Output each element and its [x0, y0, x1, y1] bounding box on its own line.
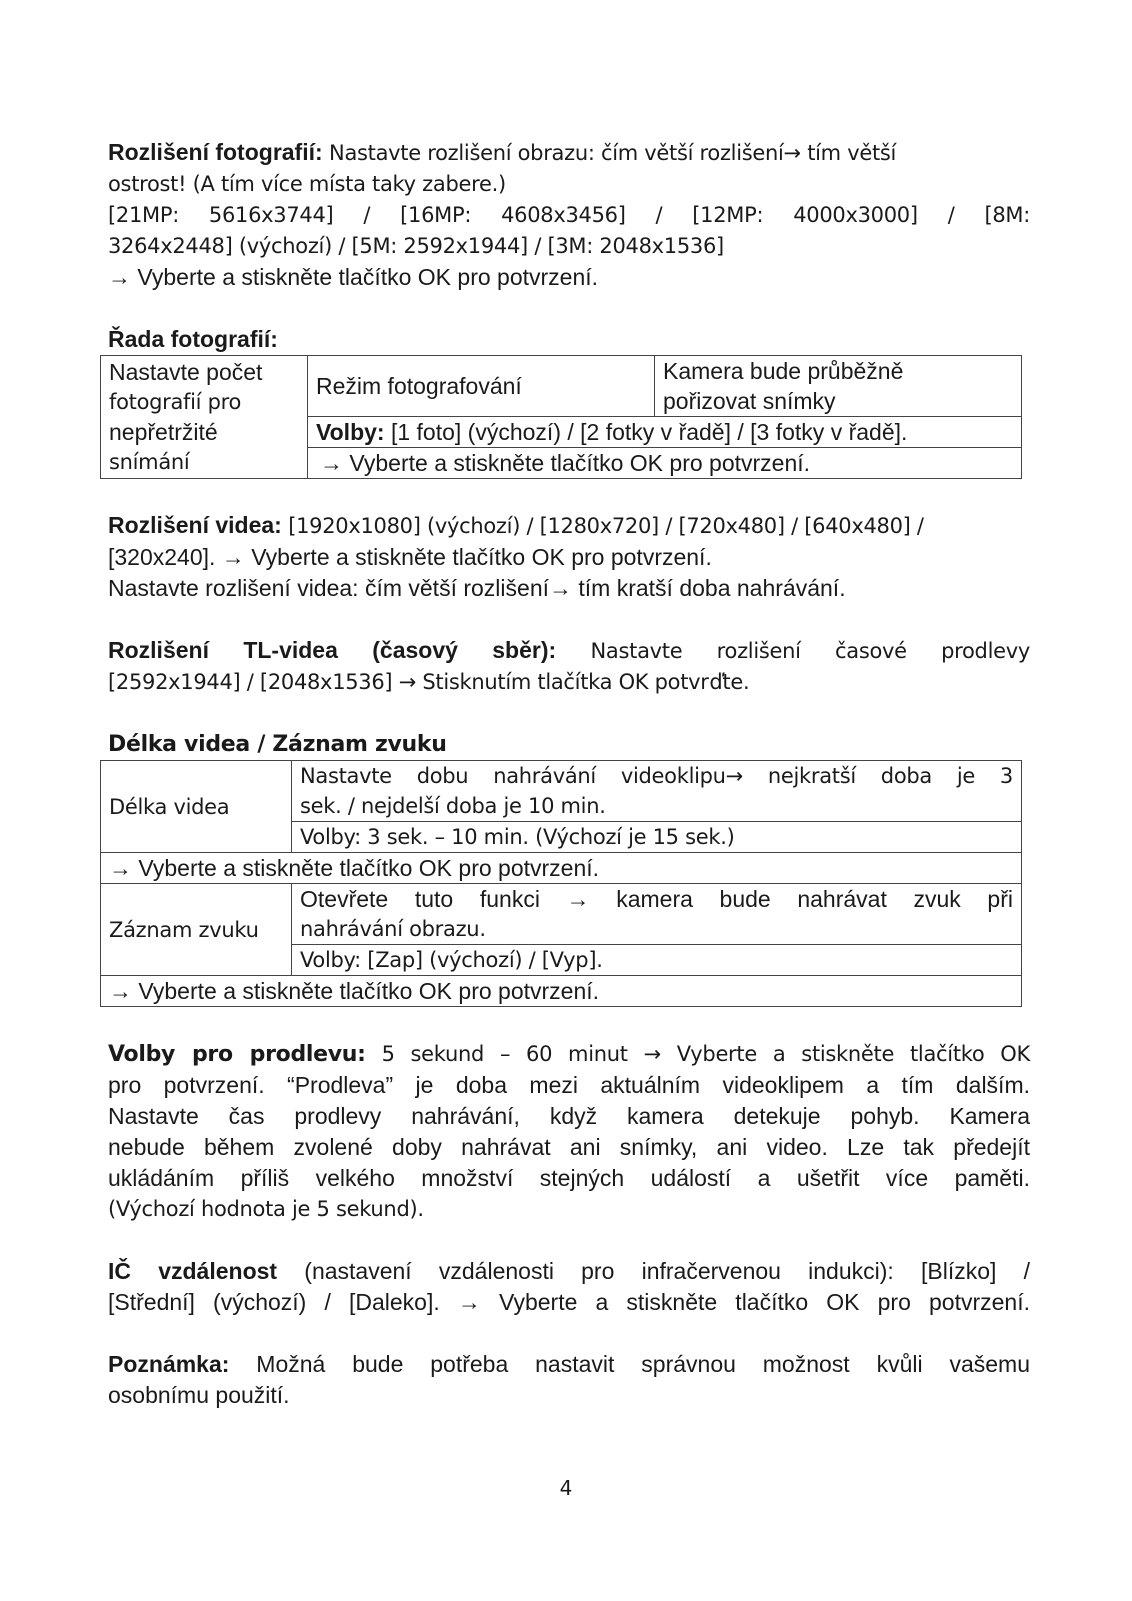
photo-resolution-confirm: → Vyberte a stiskněte tlačítko OK pro potvrzení. [108, 264, 599, 290]
video-resolution-label: Rozlišení videa: [108, 512, 282, 538]
video-resolution-options: [1920x1080] (výchozí) / [1280x720] / [720x480] / [640x480] / [281, 514, 924, 538]
audio-confirm-cell [101, 976, 1022, 1007]
video-length-desc-line: Nastavte dobu nahrávání videoklipu→ nejkratší doba je 3 [300, 764, 1013, 788]
burst-heading: Řada fotografií: [108, 326, 278, 352]
note-line1 [108, 1349, 1030, 1380]
audio-options: Volby: [Zap] (výchozí) / [Vyp]. [300, 948, 603, 972]
audio-desc-line: Otevřete tuto funkci → kamera bude nahrávat zvuk při [300, 886, 1013, 912]
note-desc2: osobnímu použití. [108, 1382, 290, 1408]
tl-video-desc1: Nastavte rozlišení časové prodlevy [556, 639, 1030, 663]
video-resolution-line2: [320x240]. → Vyberte a stiskněte tlačítko OK pro potvrzení. [108, 544, 712, 570]
video-length-desc-cell [292, 761, 1022, 822]
burst-options-label: Volby: [316, 419, 385, 445]
video-resolution-section [108, 510, 1030, 604]
video-length-confirm: → Vyberte a stiskněte tlačítko OK pro potvrzení. [109, 855, 600, 881]
photo-resolution-line1 [108, 137, 1030, 169]
tl-video-line1 [108, 635, 1030, 667]
burst-mode-desc-cell [655, 356, 1022, 417]
photo-resolution-options1: [21MP: 5616x3744] / [16MP: 4608x3456] / [12MP: 4000x3000] / [8M: [108, 203, 1030, 227]
burst-mode: Režim fotografování [316, 373, 522, 399]
ir-distance-line1 [108, 1256, 1030, 1287]
video-length-desc-line: sek. / nejdelší doba je 10 min. [300, 794, 606, 818]
burst-mode-desc-line: Kamera bude průběžně [663, 358, 904, 384]
audio-label: Záznam zvuku [109, 918, 259, 942]
note-label: Poznámka: [108, 1351, 230, 1377]
audio-label-cell [101, 884, 292, 976]
video-resolution-line3: Nastavte rozlišení videa: čím větší rozlišení→ tím kratší doba nahrávání. [108, 575, 846, 601]
tl-video-section [108, 635, 1030, 698]
photo-resolution-desc2: ostrost! (A tím více místa taky zabere.) [108, 172, 506, 196]
burst-options-text: [1 foto] (výchozí) / [2 fotky v řadě] / [3 fotky v řadě]. [384, 419, 908, 445]
interval-section [108, 1038, 1030, 1225]
video-length-label-cell [101, 761, 292, 853]
burst-mode-desc-line: pořizovat snímky [663, 388, 836, 414]
audio-desc-line: nahrávání obrazu. [300, 917, 486, 941]
audio-options-cell [292, 945, 1022, 976]
ir-distance-section [108, 1256, 1030, 1318]
burst-desc-line: Nastavte počet [109, 359, 263, 385]
interval-desc-line: (Výchozí hodnota je 5 sekund). [108, 1197, 424, 1221]
tl-video-desc2: [2592x1944] / [2048x1536] → Stisknutím tlačítka OK potvrďte. [108, 670, 750, 694]
video-length-table [100, 760, 1022, 1007]
audio-confirm: → Vyberte a stiskněte tlačítko OK pro potvrzení. [109, 978, 600, 1004]
note-desc1: Možná bude potřeba nastavit správnou možnost kvůli vašemu [229, 1351, 1030, 1377]
burst-desc-line: fotografií pro [109, 390, 242, 414]
burst-mode-cell [308, 356, 655, 417]
note-section [108, 1349, 1030, 1411]
audio-desc-cell [292, 884, 1022, 945]
burst-table [100, 355, 1022, 479]
video-length-options: Volby: 3 sek. – 10 min. (Výchozí je 15 sek.) [300, 825, 735, 849]
burst-confirm: → Vyberte a stiskněte tlačítko OK pro potvrzení. [320, 450, 811, 476]
interval-desc-line: Nastavte čas prodlevy nahrávání, když kamera detekuje pohyb. Kamera [108, 1103, 1030, 1129]
interval-line1 [108, 1038, 1030, 1070]
video-length-heading: Délka videa / Záznam zvuku [108, 732, 447, 757]
photo-resolution-desc1: Nastavte rozlišení obrazu: čím větší rozlišení→ tím větší [322, 141, 897, 165]
video-resolution-line1 [108, 510, 1030, 542]
ir-distance-desc2: [Střední] (výchozí) / [Daleko]. → Vyberte a stiskněte tlačítko OK pro potvrzení. [108, 1289, 1030, 1315]
burst-options-cell [308, 417, 1022, 448]
video-length-label: Délka videa [109, 795, 230, 819]
interval-desc-line: nebude během zvolené doby nahrávat ani snímky, ani video. Lze tak předejít [108, 1134, 1030, 1160]
burst-description-cell [101, 356, 308, 479]
video-length-options-cell [292, 822, 1022, 853]
interval-label: Volby pro prodlevu: [108, 1042, 366, 1067]
tl-video-label: Rozlišení TL-videa (časový sběr): [108, 637, 557, 663]
ir-distance-label: IČ vzdálenost [108, 1258, 278, 1284]
interval-desc-line: pro potvrzení. “Prodleva” je doba mezi aktuálním videoklipem a tím dalším. [108, 1072, 1030, 1098]
burst-confirm-cell [308, 448, 1022, 479]
video-length-confirm-cell [101, 853, 1022, 884]
page-content [108, 137, 1030, 1411]
photo-resolution-section [108, 137, 1030, 293]
photo-resolution-label: Rozlišení fotografií: [108, 139, 323, 165]
burst-desc-line: nepřetržité [109, 419, 218, 445]
page-number: 4 [559, 1476, 573, 1500]
photo-resolution-options2: 3264x2448] (výchozí) / [5M: 2592x1944] / [3M: 2048x1536] [108, 234, 724, 258]
ir-distance-desc1: (nastavení vzdálenosti pro infračervenou indukci): [Blízko] / [277, 1258, 1030, 1284]
interval-desc-line: 5 sekund – 60 minut → Vyberte a stiskněte tlačítko OK [365, 1042, 1031, 1066]
interval-desc-line: ukládáním příliš velkého množství stejných událostí a ušetřit více paměti. [108, 1165, 1030, 1191]
burst-desc-line: snímání [109, 450, 190, 474]
